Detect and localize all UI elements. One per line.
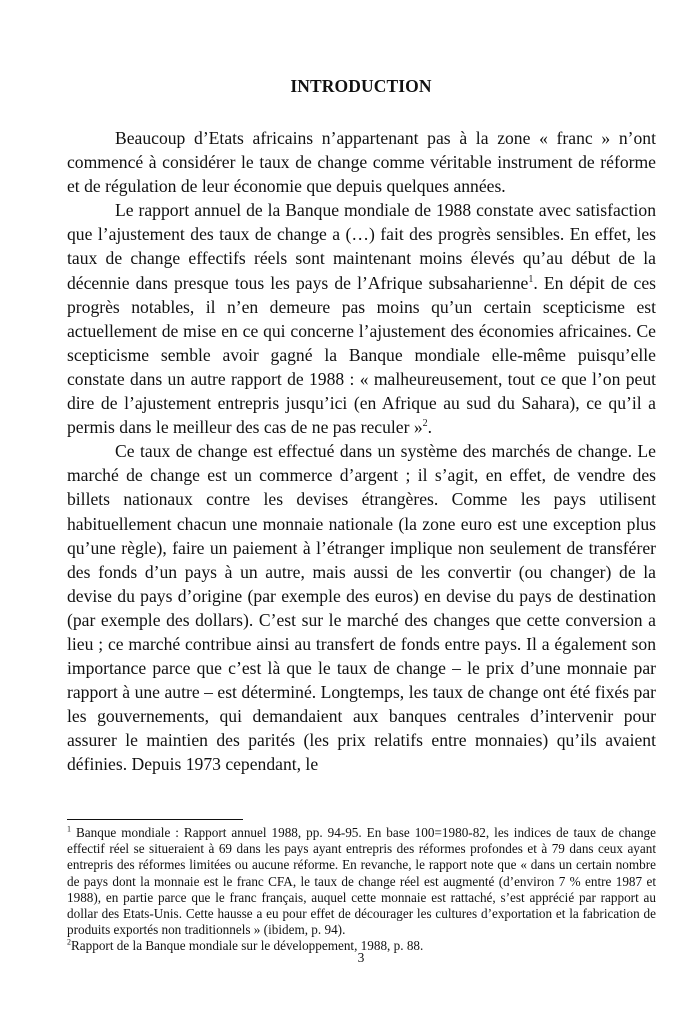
footnote-ref-2[interactable]: 2 (422, 418, 428, 430)
footnotes (67, 825, 656, 955)
footnote-separator (67, 819, 243, 820)
paragraph-2-part-2: . En dépit de ces progrès notables, il n’en demeure pas moins qu’un certain scepticisme est actuellement de mise en ce qui concerne l’ajustement des économies africaines. Ce scepticisme semble avoir gagné la Banque mondiale elle-même puisqu’elle constate dans un autre rapport de 1988 : « malheureusement, tout ce que l’on peut dire de l’ajustement entrepris jusqu’ici (en Afrique au sud du Sahara), ce qu’il a permis dans le meilleur des cas de ne pas reculer » (67, 272, 656, 438)
footnote-1-text: Banque mondiale : Rapport annuel 1988, pp. 94-95. En base 100=1980-82, les indices de taux de change effectif réel se situeraient à 69 dans les pays ayant entrepris des réformes profondes et à 79 dans ceux ayant entrepris des réformes limitées ou aucune réforme. En revanche, le rapport note que « dans un certain nombre de pays dont la monnaie est le franc CFA, le taux de change réel est augmenté (d’environ 7 % entre 1987 et 1988), en partie parce que le franc français, auquel cette monnaie est rattaché, s’est apprécié par rapport au dollar des Etats-Unis. Cette hausse a eu pour effet de décourager les cultures d’exportation et la fabrication de produits exportés non traditionnels » (ibidem, p. 94). (67, 825, 656, 938)
paragraph-3: Ce taux de change est effectué dans un système des marchés de change. Le marché de change est un commerce d’argent ; il s’agit, en effet, de vendre des billets nationaux contre les devises étrangères. Comme les pays utilisent habituellement chacun une monnaie nationale (la zone euro est une exception plus qu’une règle), faire un paiement à l’étranger implique non seulement de transférer des fonds d’un pays à un autre, mais aussi de les convertir (ou changer) de la devise du pays d’origine (par exemple des euros) en devise du pays de destination (par exemple des dollars). C’est sur le marché des changes que cette conversion a lieu ; ce marché contribue ainsi au transfert de fonds entre pays. Il a également son importance parce que c’est là que le taux de change – le prix d’une monnaie par rapport à une autre – est déterminé. Longtemps, les taux de change ont été fixés par les gouvernements, qui demandaient aux banques centrales d’intervenir pour assurer le maintien des parités (les prix relatifs entre monnaies) qu’ils avaient définies. Depuis 1973 cependant, le (67, 441, 656, 775)
section-title: INTRODUCTION (290, 76, 432, 96)
footnote-2-text: Rapport de la Banque mondiale sur le développement, 1988, p. 88. (71, 938, 424, 954)
paragraph-2-part-3: . (427, 417, 433, 438)
paragraph-1: Beaucoup d’Etats africains n’appartenant pas à la zone « franc » n’ont commencé à considérer le taux de change comme véritable instrument de réforme et de régulation de leur économie que depuis quelques années. (67, 128, 656, 197)
footnote-number-1: 1 (67, 824, 71, 834)
footnote-1 (67, 825, 656, 938)
footnote-number-2: 2 (67, 938, 71, 948)
page-number: 3 (357, 950, 365, 965)
footnote-ref-1[interactable]: 1 (528, 273, 534, 285)
paragraph-2-part-1: Le rapport annuel de la Banque mondiale de 1988 constate avec satisfaction que l’ajustement des taux de change a (…) fait des progrès sensibles. En effet, les taux de change effectifs réels sont maintenant moins élevés qu’au début de la décennie dans presque tous les pays de l’Afrique subsaharienne (67, 200, 656, 293)
body-text (67, 126, 656, 777)
paragraph-2 (67, 198, 656, 439)
